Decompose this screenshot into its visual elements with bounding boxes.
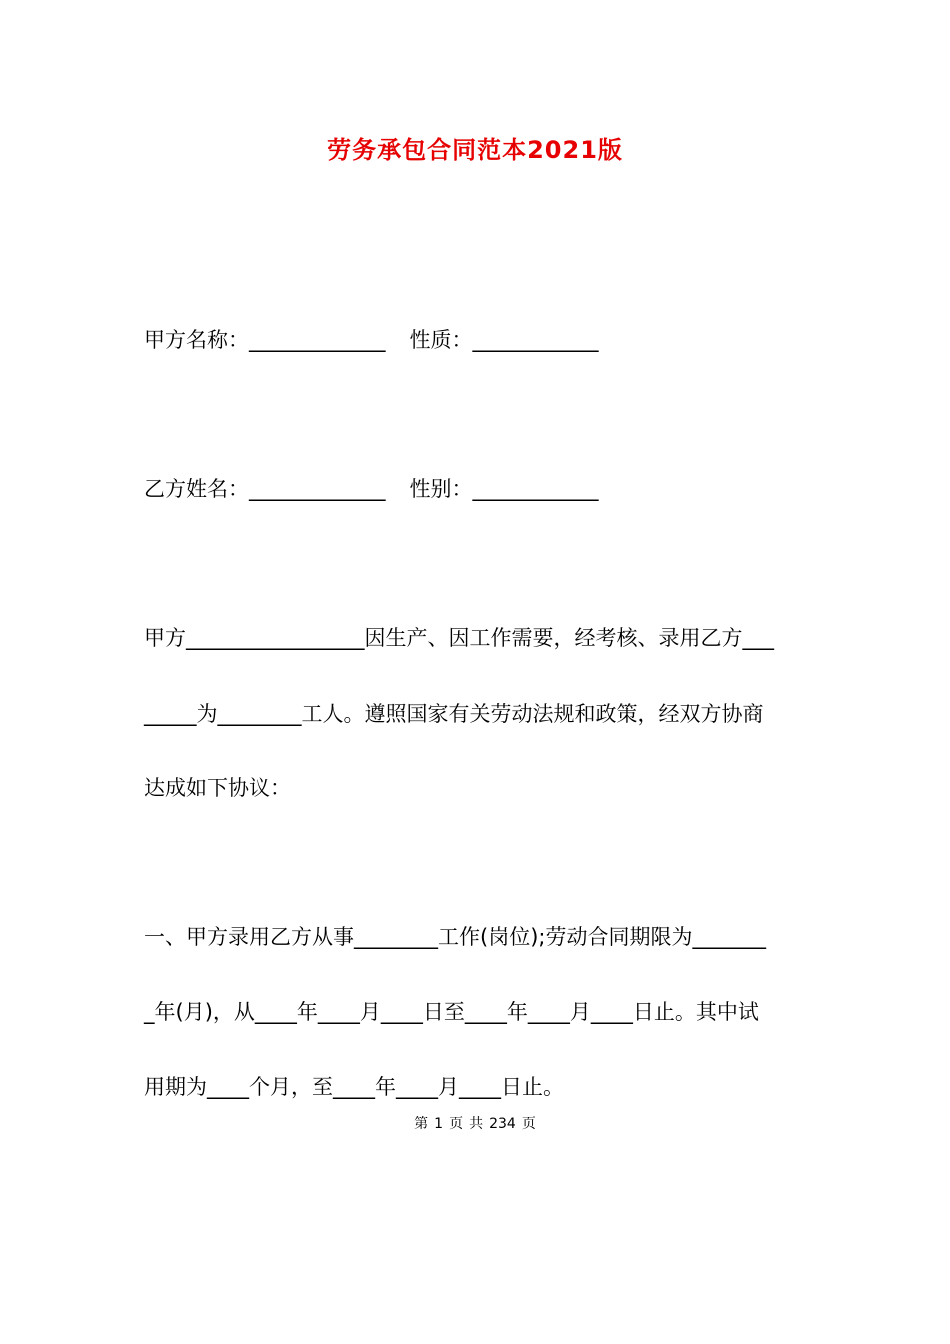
party-a-nature-blank: ____________ — [472, 328, 599, 352]
party-b-name-label: 乙方姓名： — [144, 477, 249, 501]
party-a-line — [144, 325, 599, 355]
intro-line-2: _____为________工人。遵照国家有关劳动法规和政策，经双方协商 — [144, 702, 764, 726]
party-a-nature-label: 性质： — [409, 328, 473, 352]
footer-total-label: 共 — [469, 1116, 484, 1132]
clause-1-line-1: 一、甲方录用乙方从事________工作(岗位);劳动合同期限为_______ — [144, 925, 766, 949]
party-b-name-blank: _____________ — [249, 477, 386, 501]
clause-1-line-3: 用期为____个月，至____年____月____日止。 — [144, 1075, 564, 1099]
intro-line-1: 甲方_________________因生产、因工作需要，经考核、录用乙方___ — [144, 626, 774, 650]
party-a-name-blank: _____________ — [249, 328, 386, 352]
party-b-line — [144, 474, 599, 504]
page-footer — [0, 1113, 950, 1133]
intro-line-3: 达成如下协议： — [144, 776, 291, 800]
footer-total-unit: 页 — [521, 1116, 536, 1132]
party-b-gender-label: 性别： — [409, 477, 473, 501]
footer-page-unit: 页 — [449, 1116, 464, 1132]
footer-total-pages: 234 — [489, 1116, 516, 1132]
footer-page-label: 第 — [414, 1116, 429, 1132]
clause-1-line-2: _年(月)，从____年____月____日至____年____月____日止。其中试 — [144, 1000, 759, 1024]
party-b-gender-blank: ____________ — [472, 477, 599, 501]
party-a-name-label: 甲方名称： — [144, 328, 249, 352]
document-title: 劳务承包合同范本2021版 — [327, 136, 623, 164]
footer-page-number: 1 — [434, 1116, 444, 1132]
